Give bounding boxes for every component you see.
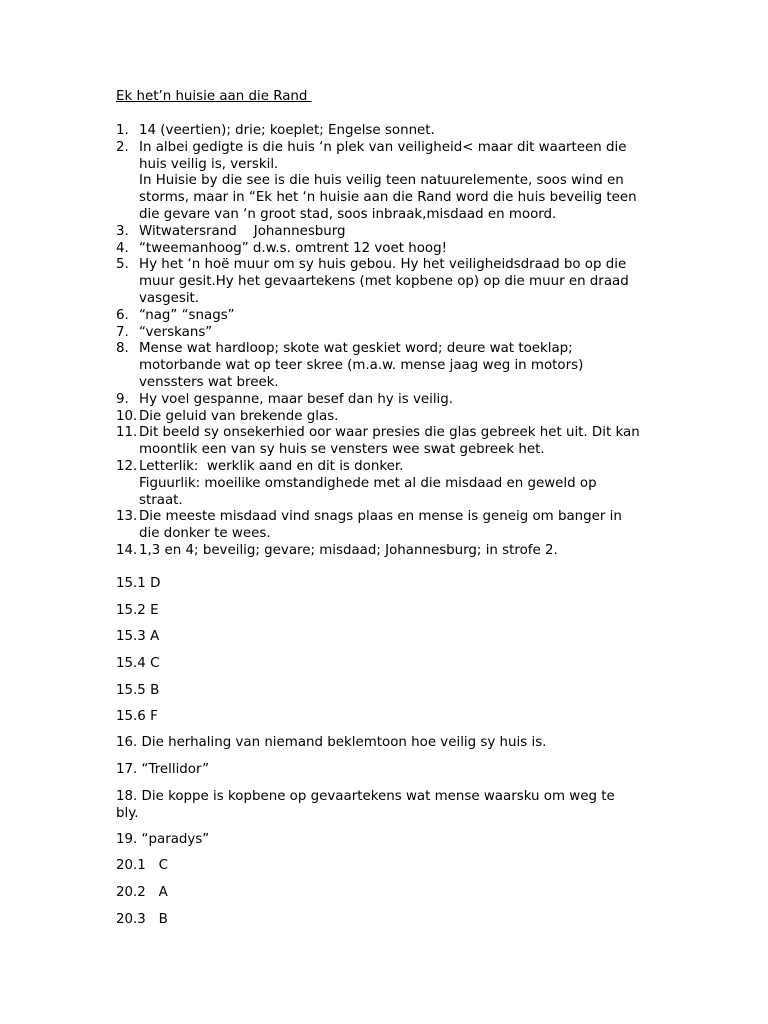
list-item-text xyxy=(139,341,696,391)
answer-text: 18. Die koppe is kopbene op gevaartekens wat mense waarsku om weg te xyxy=(116,789,615,804)
list-item xyxy=(116,224,696,241)
text-line: straat. xyxy=(139,492,183,508)
text-line: “verskans” xyxy=(139,324,213,340)
text-line: die gevare van ‘n groot stad, soos inbraak,misdaad en moord. xyxy=(139,206,557,222)
list-item xyxy=(116,308,696,325)
text-line: Hy het ‘n hoë muur om sy huis gebou. Hy het veiligheidsdraad bo op die xyxy=(139,257,627,273)
list-item-text xyxy=(139,543,696,560)
list-item xyxy=(116,241,696,258)
list-item-number: 5. xyxy=(116,257,129,273)
list-item-number: 2. xyxy=(116,139,129,155)
text-line: “nag” “snags” xyxy=(139,307,235,323)
answer-line xyxy=(116,832,209,849)
list-item-number: 7. xyxy=(116,324,129,340)
answer-text: 19. “paradys” xyxy=(116,832,210,847)
list-item xyxy=(116,425,696,459)
answer-text: 15.2 E xyxy=(116,603,159,618)
list-item-number: 14. xyxy=(116,542,138,558)
text-line: Letterlik: werklik aand en dit is donker. xyxy=(139,458,404,474)
answer-text: 15.5 B xyxy=(116,683,160,698)
text-line: Die geluid van brekende glas. xyxy=(139,408,339,424)
answer-line xyxy=(116,709,158,726)
list-item-text xyxy=(139,308,696,325)
text-line: In Huisie by die see is die huis veilig teen natuurelemente, soos wind en xyxy=(139,173,624,189)
text-line: moontlik een van sy huis se vensters wee swat gebreek het. xyxy=(139,442,545,458)
list-item xyxy=(116,123,696,140)
answer-text: 20.1 C xyxy=(116,858,168,873)
list-item-number: 10. xyxy=(116,408,138,424)
list-item-text xyxy=(139,409,696,426)
list-item-text xyxy=(139,392,696,409)
list-item-number: 1. xyxy=(116,123,129,138)
answer-line xyxy=(116,789,615,823)
answer-line xyxy=(116,735,546,752)
list-item-number: 3. xyxy=(116,223,129,239)
list-item-number: 9. xyxy=(116,391,129,407)
text-line: huis veilig is, verskil. xyxy=(139,156,279,172)
list-item-text xyxy=(139,509,696,543)
list-item-text xyxy=(139,425,696,459)
answer-line xyxy=(116,576,160,593)
list-item-text xyxy=(139,459,696,509)
answer-text: 20.3 B xyxy=(116,912,168,927)
list-item xyxy=(116,509,696,543)
list-item xyxy=(116,341,696,391)
text-line: Witwatersrand Johannesburg xyxy=(139,223,346,239)
answer-line xyxy=(116,656,159,673)
answer-line xyxy=(116,603,159,620)
list-item-number: 6. xyxy=(116,307,129,323)
text-line: Hy voel gespanne, maar besef dan hy is veilig. xyxy=(139,391,454,407)
text-line: “tweemanhoog” d.w.s. omtrent 12 voet hoog! xyxy=(139,240,447,256)
answer-text: 20.2 A xyxy=(116,885,168,900)
list-item xyxy=(116,392,696,409)
document-title: Ek het’n huisie aan die Rand xyxy=(116,89,312,104)
answer-text-continued: bly. xyxy=(116,805,139,821)
list-item xyxy=(116,140,696,224)
answer-text: 17. “Trellidor” xyxy=(116,762,210,777)
text-line: 14 (veertien); drie; koeplet; Engelse sonnet. xyxy=(139,123,435,138)
answer-line xyxy=(116,858,168,875)
text-line: Die meeste misdaad vind snags plaas en mense is geneig om banger in xyxy=(139,509,622,525)
list-item xyxy=(116,409,696,426)
text-line: Figuurlik: moeilike omstandighede met al die misdaad en geweld op xyxy=(139,475,597,491)
answer-text: 16. Die herhaling van niemand beklemtoon hoe veilig sy huis is. xyxy=(116,735,547,750)
list-item-text xyxy=(139,257,696,307)
list-item-number: 11. xyxy=(116,425,138,441)
text-line: die donker te wees. xyxy=(139,526,271,542)
answer-text: 15.4 C xyxy=(116,656,160,671)
text-line: muur gesit.Hy het gevaartekens (met kopbene op) op die muur en draad xyxy=(139,274,629,290)
text-line: storms, maar in “Ek het ‘n huisie aan die Rand word die huis beveilig teen xyxy=(139,190,637,206)
text-line: Dit beeld sy onsekerhied oor waar presies die glas gebreek het uit. Dit kan xyxy=(139,425,640,441)
answer-line xyxy=(116,885,168,902)
answer-text: 15.3 A xyxy=(116,629,160,644)
list-item xyxy=(116,459,696,509)
text-line: In albei gedigte is die huis ‘n plek van veiligheid< maar dit waarteen die xyxy=(139,139,627,155)
list-item-text xyxy=(139,325,696,342)
numbered-answer-list xyxy=(116,123,696,560)
text-line: motorbande wat op teer skree (m.a.w. mense jaag weg in motors) xyxy=(139,358,584,374)
list-item-text xyxy=(139,241,696,258)
answer-text: 15.1 D xyxy=(116,576,161,591)
answer-line xyxy=(116,629,159,646)
list-item-text xyxy=(139,224,696,241)
text-line: 1,3 en 4; beveilig; gevare; misdaad; Johannesburg; in strofe 2. xyxy=(139,542,558,558)
list-item xyxy=(116,257,696,307)
answer-line xyxy=(116,762,209,779)
text-line: vasgesit. xyxy=(139,290,200,306)
list-item-number: 13. xyxy=(116,509,138,525)
answer-line xyxy=(116,683,159,700)
list-item-text xyxy=(139,123,696,140)
list-item-text xyxy=(139,140,696,224)
list-item-number: 8. xyxy=(116,341,129,357)
text-line: Mense wat hardloop; skote wat geskiet word; deure wat toeklap; xyxy=(139,341,573,357)
list-item-number: 4. xyxy=(116,240,129,256)
list-item-number: 12. xyxy=(116,458,138,474)
list-item xyxy=(116,543,696,560)
text-line: venssters wat breek. xyxy=(139,374,279,390)
list-item xyxy=(116,325,696,342)
answer-line xyxy=(116,912,168,929)
answer-text: 15.6 F xyxy=(116,709,158,724)
